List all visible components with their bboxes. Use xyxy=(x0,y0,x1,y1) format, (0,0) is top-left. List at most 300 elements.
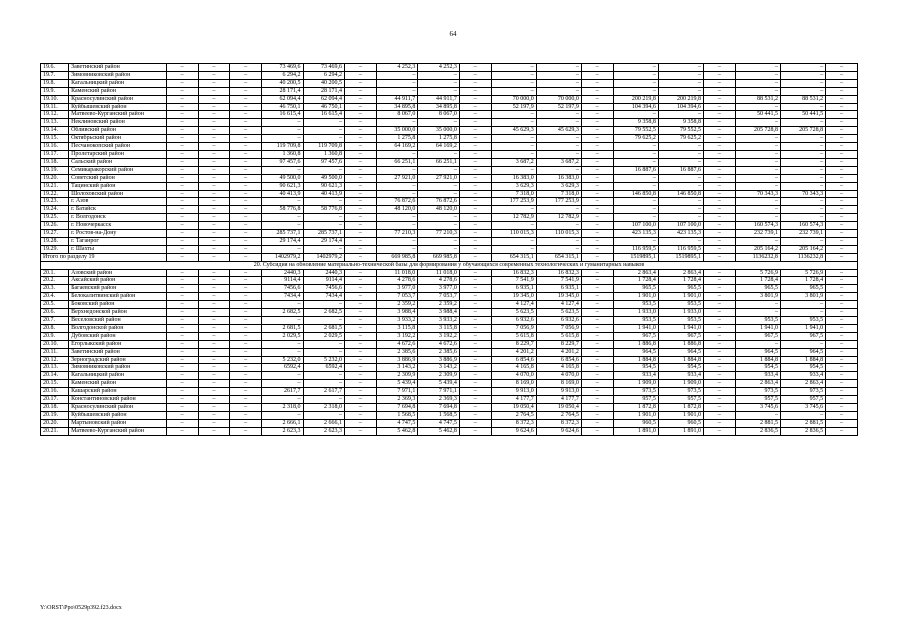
value-cell: 5 462,8 xyxy=(376,427,418,435)
value-cell: – xyxy=(166,135,198,143)
value-cell: 146 850,8 xyxy=(613,190,658,198)
value-cell: – xyxy=(704,190,736,198)
value-cell: 48 120,0 xyxy=(376,206,418,214)
value-cell: – xyxy=(230,174,262,182)
value-cell: – xyxy=(345,206,377,214)
value-cell: – xyxy=(459,411,491,419)
value-cell: – xyxy=(230,301,262,309)
value-cell: – xyxy=(230,293,262,301)
value-cell: 1 933,0 xyxy=(613,309,658,317)
value-cell: – xyxy=(459,71,491,79)
value-cell: – xyxy=(166,95,198,103)
value-cell: 90 621,3 xyxy=(303,182,345,190)
value-cell: – xyxy=(491,222,536,230)
value-cell: – xyxy=(345,332,377,340)
value-cell: – xyxy=(418,150,460,158)
value-cell: 1 941,0 xyxy=(658,324,703,332)
value-cell: – xyxy=(230,427,262,435)
value-cell: – xyxy=(198,222,230,230)
value-cell: 8 229,7 xyxy=(491,340,536,348)
value-cell: – xyxy=(198,230,230,238)
value-cell: – xyxy=(536,135,581,143)
value-cell: 973,5 xyxy=(613,388,658,396)
value-cell: 232 739,1 xyxy=(780,230,825,238)
value-cell: – xyxy=(826,71,858,79)
value-cell: – xyxy=(198,214,230,222)
total-label: Итого по разделу 19 xyxy=(41,253,167,261)
value-cell: – xyxy=(613,87,658,95)
row-number: 19.6. xyxy=(41,64,69,72)
value-cell: 3 115,8 xyxy=(376,324,418,332)
value-cell: – xyxy=(491,79,536,87)
value-cell: – xyxy=(613,214,658,222)
value-cell: – xyxy=(780,71,825,79)
value-cell: – xyxy=(459,388,491,396)
value-cell: 205 164,2 xyxy=(780,245,825,253)
value-cell: – xyxy=(826,158,858,166)
value-cell: – xyxy=(826,135,858,143)
value-cell: – xyxy=(198,103,230,111)
value-cell: 5 439,4 xyxy=(376,380,418,388)
value-cell: – xyxy=(418,79,460,87)
value-cell: 954,5 xyxy=(780,364,825,372)
value-cell: – xyxy=(376,71,418,79)
value-cell: – xyxy=(166,206,198,214)
row-number: 19.14. xyxy=(41,127,69,135)
value-cell: – xyxy=(613,150,658,158)
value-cell: 4 747,5 xyxy=(418,419,460,427)
value-cell: – xyxy=(198,309,230,317)
value-cell: 3 629,3 xyxy=(491,182,536,190)
value-cell: – xyxy=(780,158,825,166)
municipality-name: г. Таганрог xyxy=(69,237,167,245)
row-number: 19.8. xyxy=(41,79,69,87)
total-value: – xyxy=(704,253,736,261)
value-cell: – xyxy=(780,150,825,158)
table-row xyxy=(41,237,858,245)
value-cell: – xyxy=(376,150,418,158)
value-cell: 79 625,2 xyxy=(658,135,703,143)
value-cell: – xyxy=(230,64,262,72)
value-cell: – xyxy=(345,87,377,95)
value-cell: – xyxy=(230,324,262,332)
value-cell: 177 253,9 xyxy=(491,198,536,206)
value-cell: – xyxy=(166,372,198,380)
value-cell: – xyxy=(581,309,613,317)
value-cell: 7456,6 xyxy=(303,285,345,293)
value-cell: 964,5 xyxy=(613,348,658,356)
value-cell: – xyxy=(459,317,491,325)
value-cell: – xyxy=(230,269,262,277)
value-cell: 58 776,8 xyxy=(303,206,345,214)
value-cell: – xyxy=(613,111,658,119)
value-cell: – xyxy=(230,190,262,198)
row-number: 19.23. xyxy=(41,198,69,206)
value-cell: – xyxy=(735,64,780,72)
value-cell: – xyxy=(198,198,230,206)
value-cell: 3 977,0 xyxy=(376,285,418,293)
value-cell: – xyxy=(230,332,262,340)
value-cell: 8 372,3 xyxy=(491,419,536,427)
municipality-name: г. Батайск xyxy=(69,206,167,214)
value-cell: 11 018,0 xyxy=(376,269,418,277)
value-cell: 6592,4 xyxy=(303,364,345,372)
municipality-name: Багаевский район xyxy=(69,285,167,293)
value-cell: 110 015,3 xyxy=(536,230,581,238)
value-cell: 1 884,8 xyxy=(658,356,703,364)
value-cell: 965,5 xyxy=(613,285,658,293)
value-cell: – xyxy=(166,293,198,301)
value-cell: – xyxy=(166,309,198,317)
value-cell: – xyxy=(613,79,658,87)
value-cell: – xyxy=(166,143,198,151)
value-cell: – xyxy=(704,79,736,87)
municipality-name: Шолоховский район xyxy=(69,190,167,198)
value-cell: 45 629,3 xyxy=(491,127,536,135)
value-cell: – xyxy=(166,103,198,111)
value-cell: – xyxy=(345,135,377,143)
value-cell: – xyxy=(459,380,491,388)
value-cell: – xyxy=(418,237,460,245)
value-cell: – xyxy=(418,222,460,230)
value-cell: – xyxy=(262,348,304,356)
value-cell: – xyxy=(166,411,198,419)
value-cell: – xyxy=(345,237,377,245)
value-cell: – xyxy=(780,103,825,111)
value-cell: 1 872,8 xyxy=(613,403,658,411)
value-cell: – xyxy=(418,87,460,95)
value-cell: – xyxy=(581,79,613,87)
value-cell: 3 933,2 xyxy=(376,317,418,325)
value-cell: 6 854,6 xyxy=(491,356,536,364)
value-cell: – xyxy=(418,166,460,174)
value-cell: 2 666,1 xyxy=(262,419,304,427)
value-cell: 119 709,8 xyxy=(303,143,345,151)
municipality-name: Куйбышевский район xyxy=(69,411,167,419)
value-cell: – xyxy=(303,245,345,253)
value-cell: – xyxy=(704,285,736,293)
value-cell: – xyxy=(166,166,198,174)
value-cell: 40 413,9 xyxy=(303,190,345,198)
value-cell: – xyxy=(230,348,262,356)
value-cell: 3 143,2 xyxy=(376,364,418,372)
municipality-name: Каменский район xyxy=(69,380,167,388)
value-cell: – xyxy=(198,324,230,332)
value-cell: – xyxy=(826,111,858,119)
municipality-name: Азовский район xyxy=(69,269,167,277)
value-cell: – xyxy=(581,237,613,245)
value-cell: – xyxy=(581,135,613,143)
row-number: 20.16. xyxy=(41,388,69,396)
value-cell: – xyxy=(658,206,703,214)
value-cell: – xyxy=(581,245,613,253)
value-cell: – xyxy=(704,158,736,166)
value-cell: 2 682,5 xyxy=(303,309,345,317)
value-cell: 1 933,0 xyxy=(658,309,703,317)
value-cell: – xyxy=(826,285,858,293)
value-cell: – xyxy=(704,182,736,190)
value-cell: – xyxy=(166,214,198,222)
table-row xyxy=(41,317,858,325)
value-cell: – xyxy=(658,158,703,166)
value-cell: – xyxy=(345,277,377,285)
value-cell: – xyxy=(166,269,198,277)
row-number: 19.15. xyxy=(41,135,69,143)
value-cell: 119 709,8 xyxy=(262,143,304,151)
value-cell: – xyxy=(345,174,377,182)
value-cell: – xyxy=(581,285,613,293)
value-cell: – xyxy=(581,317,613,325)
total-value: 1402979,2 xyxy=(262,253,304,261)
value-cell: – xyxy=(166,340,198,348)
total-value: – xyxy=(459,253,491,261)
value-cell: 19 050,4 xyxy=(536,403,581,411)
municipality-name: Волгодонской район xyxy=(69,324,167,332)
value-cell: – xyxy=(230,285,262,293)
value-cell: 160 574,3 xyxy=(735,222,780,230)
value-cell: 3 886,9 xyxy=(418,356,460,364)
value-cell: – xyxy=(459,182,491,190)
value-cell: – xyxy=(613,174,658,182)
table-row xyxy=(41,293,858,301)
row-number: 20.1. xyxy=(41,269,69,277)
value-cell: 79 552,5 xyxy=(613,127,658,135)
value-cell: – xyxy=(198,150,230,158)
value-cell: 49 500,0 xyxy=(303,174,345,182)
value-cell: – xyxy=(166,230,198,238)
value-cell: – xyxy=(780,198,825,206)
value-cell: – xyxy=(459,277,491,285)
value-cell: 1 568,5 xyxy=(418,411,460,419)
value-cell: – xyxy=(303,340,345,348)
value-cell: – xyxy=(581,348,613,356)
value-cell: 1 728,4 xyxy=(658,277,703,285)
value-cell: – xyxy=(780,87,825,95)
value-cell: – xyxy=(658,87,703,95)
value-cell: 2 385,6 xyxy=(418,348,460,356)
value-cell: – xyxy=(303,119,345,127)
value-cell: – xyxy=(166,119,198,127)
value-cell: – xyxy=(198,340,230,348)
value-cell: 2 029,5 xyxy=(303,332,345,340)
table-row xyxy=(41,206,858,214)
value-cell: – xyxy=(826,214,858,222)
table-row xyxy=(41,182,858,190)
value-cell: – xyxy=(704,356,736,364)
value-cell: – xyxy=(826,411,858,419)
value-cell: – xyxy=(459,214,491,222)
value-cell: – xyxy=(459,285,491,293)
value-cell: – xyxy=(345,388,377,396)
value-cell: – xyxy=(166,64,198,72)
value-cell: – xyxy=(780,166,825,174)
value-cell: – xyxy=(166,419,198,427)
municipality-name: Дубовский район xyxy=(69,332,167,340)
value-cell: 8 067,0 xyxy=(418,111,460,119)
municipality-name: Кагальницкий район xyxy=(69,372,167,380)
value-cell: 1 909,0 xyxy=(658,380,703,388)
value-cell: – xyxy=(230,150,262,158)
value-cell: – xyxy=(198,277,230,285)
budget-table xyxy=(40,63,858,436)
value-cell: – xyxy=(826,364,858,372)
value-cell: 40 200,5 xyxy=(262,79,304,87)
value-cell: 967,5 xyxy=(780,332,825,340)
value-cell: – xyxy=(230,356,262,364)
value-cell: – xyxy=(198,237,230,245)
value-cell: 2 764,5 xyxy=(491,411,536,419)
value-cell: – xyxy=(704,64,736,72)
value-cell: – xyxy=(780,206,825,214)
value-cell: – xyxy=(376,237,418,245)
value-cell: – xyxy=(198,174,230,182)
value-cell: – xyxy=(459,95,491,103)
value-cell: 2 881,5 xyxy=(735,419,780,427)
value-cell: – xyxy=(491,237,536,245)
value-cell: 957,5 xyxy=(735,396,780,404)
value-cell: 4 747,5 xyxy=(376,419,418,427)
value-cell: 3 933,2 xyxy=(418,317,460,325)
value-cell: 11 018,0 xyxy=(418,269,460,277)
value-cell: – xyxy=(735,87,780,95)
value-cell: – xyxy=(345,269,377,277)
value-cell: 423 135,3 xyxy=(613,230,658,238)
value-cell: – xyxy=(230,403,262,411)
value-cell: 4 177,7 xyxy=(491,396,536,404)
value-cell: – xyxy=(166,245,198,253)
value-cell: – xyxy=(735,340,780,348)
total-value: 669 985,8 xyxy=(376,253,418,261)
value-cell: 77 210,3 xyxy=(376,230,418,238)
value-cell: – xyxy=(826,277,858,285)
municipality-name: Тацинский район xyxy=(69,182,167,190)
row-number: 19.11. xyxy=(41,103,69,111)
value-cell: 1 728,4 xyxy=(613,277,658,285)
value-cell: 7 056,9 xyxy=(491,324,536,332)
table-row xyxy=(41,127,858,135)
value-cell: – xyxy=(704,388,736,396)
table-row xyxy=(41,419,858,427)
value-cell: – xyxy=(198,143,230,151)
value-cell: – xyxy=(704,364,736,372)
value-cell: – xyxy=(166,332,198,340)
municipality-name: г. Ростов-на-Дону xyxy=(69,230,167,238)
value-cell: 953,5 xyxy=(658,301,703,309)
value-cell: 965,5 xyxy=(658,285,703,293)
value-cell: 8 067,0 xyxy=(376,111,418,119)
value-cell: – xyxy=(459,324,491,332)
value-cell: 3 115,8 xyxy=(418,324,460,332)
row-number: 19.20. xyxy=(41,174,69,182)
value-cell: – xyxy=(658,79,703,87)
value-cell: 19 050,4 xyxy=(491,403,536,411)
value-cell: 16 615,4 xyxy=(303,111,345,119)
value-cell: – xyxy=(826,87,858,95)
value-cell: – xyxy=(230,182,262,190)
value-cell: – xyxy=(735,214,780,222)
value-cell: – xyxy=(780,237,825,245)
value-cell: – xyxy=(230,237,262,245)
value-cell: 6 854,6 xyxy=(536,356,581,364)
value-cell: – xyxy=(376,245,418,253)
value-cell: – xyxy=(459,103,491,111)
value-cell: 77 210,3 xyxy=(418,230,460,238)
table-row xyxy=(41,111,858,119)
value-cell: – xyxy=(230,87,262,95)
value-cell: 107 100,0 xyxy=(658,222,703,230)
value-cell: – xyxy=(581,190,613,198)
table-row xyxy=(41,332,858,340)
municipality-name: Зимовниковский район xyxy=(69,364,167,372)
value-cell: – xyxy=(780,79,825,87)
row-number: 19.25. xyxy=(41,214,69,222)
total-value: – xyxy=(581,253,613,261)
municipality-name: г. Волгодонск xyxy=(69,214,167,222)
value-cell: – xyxy=(198,380,230,388)
value-cell: 4 252,3 xyxy=(376,64,418,72)
value-cell: 1 275,8 xyxy=(376,135,418,143)
total-value: 669 985,8 xyxy=(418,253,460,261)
value-cell: – xyxy=(262,411,304,419)
value-cell: – xyxy=(613,64,658,72)
value-cell: 6592,4 xyxy=(262,364,304,372)
row-number: 19.24. xyxy=(41,206,69,214)
value-cell: – xyxy=(613,198,658,206)
value-cell: – xyxy=(198,166,230,174)
value-cell: – xyxy=(826,245,858,253)
value-cell: 12 782,9 xyxy=(491,214,536,222)
value-cell: 5 615,8 xyxy=(536,332,581,340)
value-cell: – xyxy=(581,324,613,332)
value-cell: – xyxy=(581,301,613,309)
value-cell: 1 360,8 xyxy=(262,150,304,158)
value-cell: 967,5 xyxy=(613,332,658,340)
value-cell: 5 623,5 xyxy=(536,309,581,317)
table-row xyxy=(41,119,858,127)
table-row xyxy=(41,245,858,253)
value-cell: – xyxy=(198,293,230,301)
value-cell: – xyxy=(345,293,377,301)
value-cell: – xyxy=(536,150,581,158)
value-cell: 423 135,3 xyxy=(658,230,703,238)
value-cell: – xyxy=(658,198,703,206)
value-cell: – xyxy=(780,411,825,419)
municipality-name: Пролетарский район xyxy=(69,150,167,158)
row-number: 19.22. xyxy=(41,190,69,198)
value-cell: – xyxy=(735,182,780,190)
value-cell: – xyxy=(198,95,230,103)
value-cell: – xyxy=(704,324,736,332)
value-cell: – xyxy=(581,356,613,364)
table-row xyxy=(41,324,858,332)
value-cell: – xyxy=(826,309,858,317)
value-cell: 90 621,3 xyxy=(262,182,304,190)
row-number: 20.5. xyxy=(41,301,69,309)
value-cell: – xyxy=(581,222,613,230)
value-cell: 4 165,8 xyxy=(536,364,581,372)
value-cell: – xyxy=(230,340,262,348)
row-number: 20.4. xyxy=(41,293,69,301)
municipality-name: Советский район xyxy=(69,174,167,182)
value-cell: – xyxy=(735,237,780,245)
municipality-name: Боковский район xyxy=(69,301,167,309)
value-cell: – xyxy=(536,111,581,119)
value-cell: – xyxy=(166,317,198,325)
value-cell: 953,5 xyxy=(613,317,658,325)
value-cell: 8 372,3 xyxy=(536,419,581,427)
page-number: 64 xyxy=(449,30,457,38)
value-cell: – xyxy=(704,222,736,230)
